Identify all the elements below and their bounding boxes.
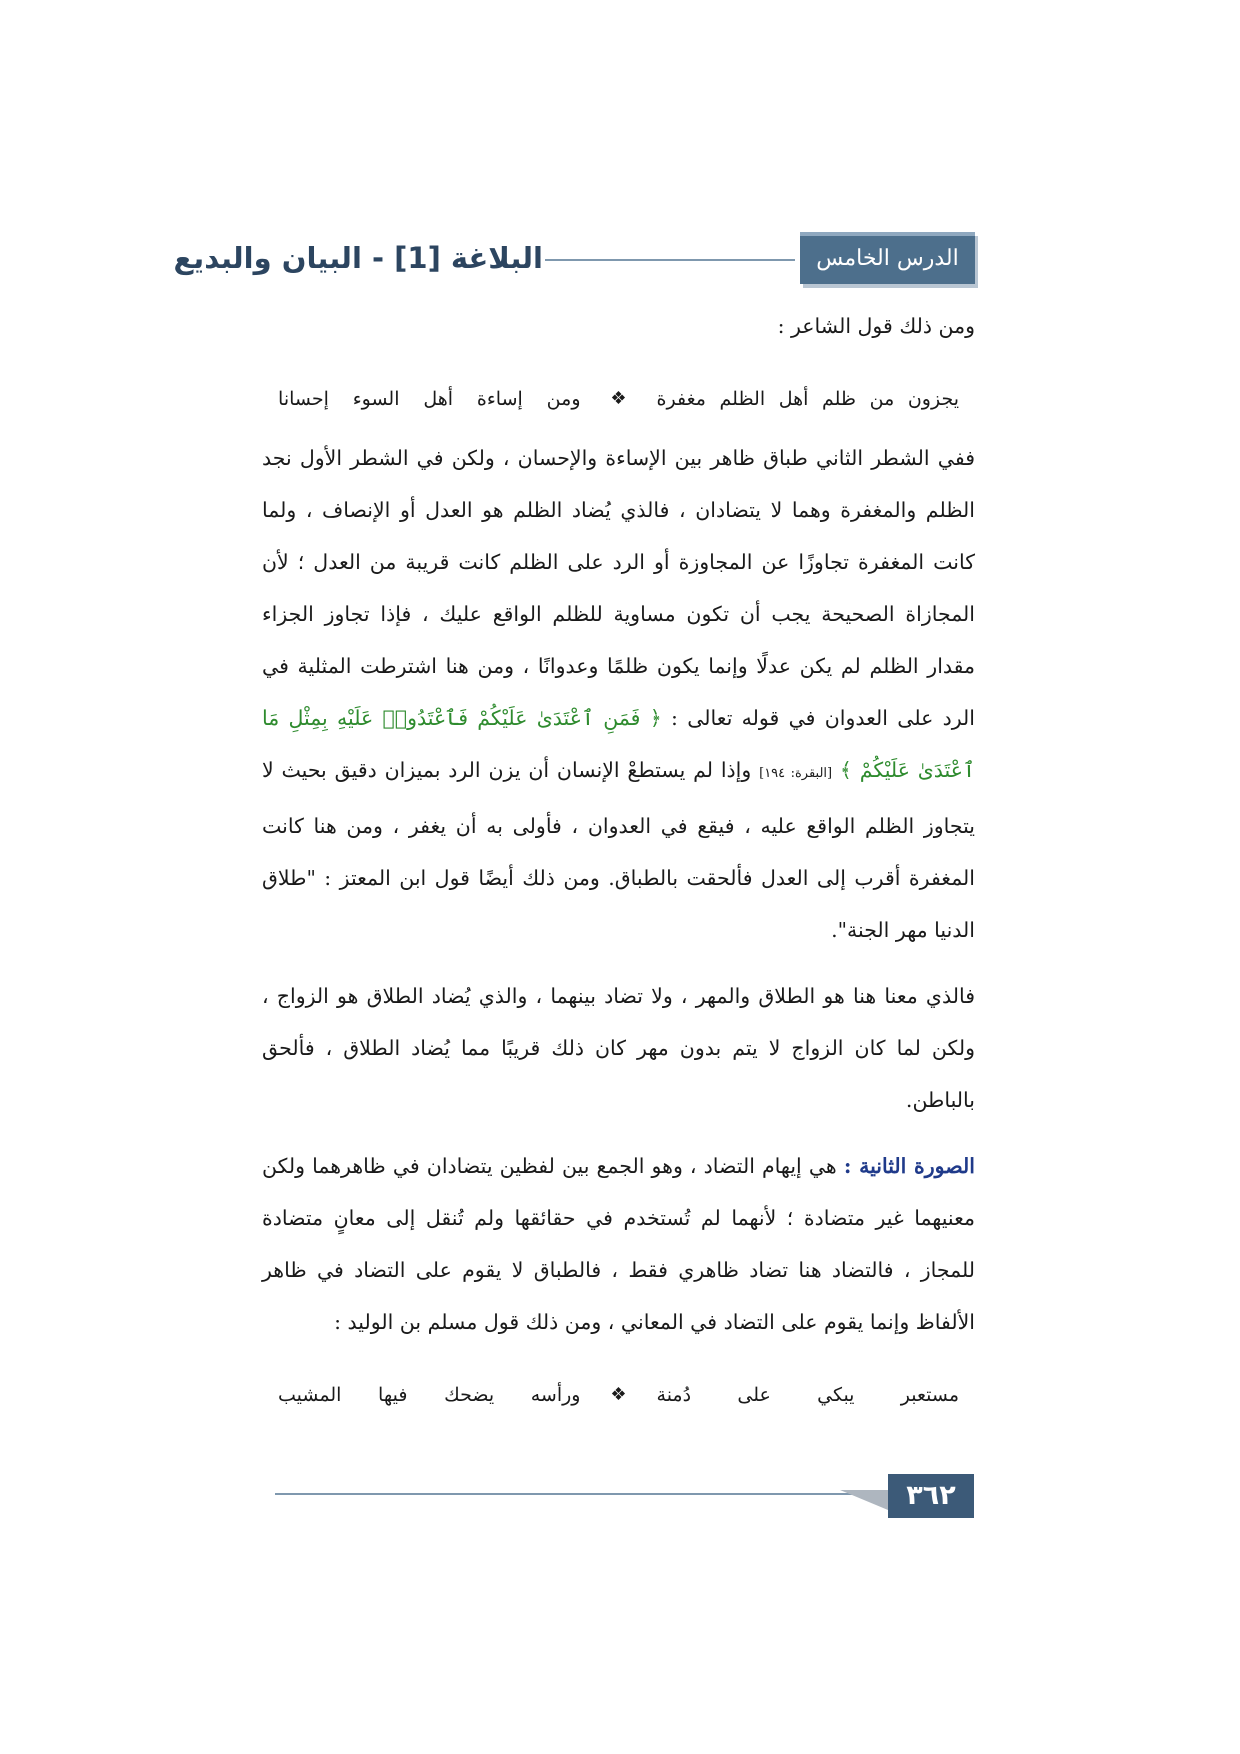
- verse-word: المشيب: [278, 1384, 342, 1406]
- verse-word: إساءة: [476, 388, 523, 410]
- verse-1-first-hemistich: [657, 373, 960, 425]
- paragraph-1-text: ففي الشطر الثاني طباق ظاهر بين الإساءة والإحسان ، ولكن في الشطر الأول نجد الظلم والمغفرة وهما لا يتضادان ، فالذي يُضاد الظلم هو العدل أو الإنصاف ، ولما كانت المغفرة تجاوزًا عن المجاوزة أو الرد على الظلم كانت قريبة من العدل ؛ لأن المجازاة الصحيحة يجب أن تكون مساوية للظلم الواقع عليك ، فإذا تجاوز الجزاء مقدار الظلم لم يكن عدلًا وإنما يكون ظلمًا وعدوانًا ، ومن هنا اشترطت المثلية في الرد على العدوان في قوله تعالى :: [262, 446, 975, 730]
- page-body: [262, 300, 975, 1428]
- quran-verse: ﴿ فَمَنِ ٱعْتَدَىٰ عَلَيْكُمْ فَٱعْتَدُوا۟ عَلَيْهِ بِمِثْلِ مَا ٱعْتَدَىٰ عَلَيْكُمْ ﴾: [262, 706, 975, 782]
- page-header: [173, 232, 975, 317]
- verse-word: أهل: [778, 388, 809, 410]
- verse-word: ظلم: [821, 388, 857, 410]
- verse-word: مستعبر: [900, 1384, 959, 1406]
- verse-word: فيها: [378, 1384, 408, 1406]
- paragraph-2: فالذي معنا هنا هو الطلاق والمهر ، ولا تضاد بينهما ، والذي يُضاد الطلاق هو الزواج ، ولكن لما كان الزواج لا يتم بدون مهر كان ذلك قريبًا مما يُضاد الطلاق ، فألحق بالباطن.: [262, 984, 975, 1112]
- verse-word: مغفرة: [656, 388, 706, 410]
- lesson-label: الدرس الخامس عشر: [800, 232, 975, 284]
- verse-word: أهل: [423, 388, 454, 410]
- intro-line: ومن ذلك قول الشاعر :: [777, 314, 975, 338]
- quran-reference: [البقرة: ١٩٤]: [759, 766, 833, 781]
- section-term: الصورة الثانية :: [843, 1154, 975, 1178]
- verse-word: السوء: [352, 388, 400, 410]
- verse-separator-icon: ❖: [610, 1384, 627, 1405]
- verse-word: دُمنة: [656, 1384, 692, 1406]
- verse-word: يجزون: [907, 388, 959, 410]
- header-divider: [545, 259, 795, 261]
- footer-divider: [275, 1493, 885, 1495]
- verse-separator-icon: ❖: [610, 388, 627, 409]
- verse-word: ورأسه: [530, 1384, 581, 1406]
- page-number: ٣٦٢: [888, 1474, 974, 1518]
- paragraph-3-text: هي إيهام التضاد ، وهو الجمع بين لفظين يتضادان في ظاهرهما ولكن معنيهما غير متضادة ؛ لأنهما لم تُستخدم في حقائقها ولم تُنقل إلى معانٍ متضادة للمجاز ، فالتضاد هنا تضاد ظاهري فقط ، فالطباق لا يقوم على التضاد في ظاهر الألفاظ وإنما يقوم على التضاد في المعاني ، ومن ذلك قول مسلم بن الوليد :: [262, 1154, 975, 1334]
- poetry-verse-1: [262, 366, 975, 432]
- footer-wedge-shape: [840, 1490, 888, 1510]
- paragraph-1: [262, 432, 975, 956]
- verse-2-first-hemistich: [657, 1369, 960, 1421]
- verse-word: يبكي: [817, 1384, 855, 1406]
- book-title: البلاغة [1] - البيان والبديع: [173, 241, 543, 275]
- poetry-verse-2: [262, 1362, 975, 1428]
- verse-word: إحسانا: [278, 388, 329, 410]
- verse-word: ومن: [546, 388, 581, 410]
- verse-word: من: [869, 388, 895, 410]
- paragraph-1-continuation: وإذا لم يستطعْ الإنسان أن يزن الرد بميزان دقيق بحيث لا يتجاوز الظلم الواقع عليه ، فيقع في العدوان ، فأولى به أن يغفر ، ومن هنا كانت المغفرة أقرب إلى العدل فألحقت بالطباق. ومن ذلك أيضًا قول ابن المعتز : "طلاق الدنيا مهر الجنة".: [262, 758, 975, 942]
- verse-word: يضحك: [444, 1384, 495, 1406]
- verse-word: الظلم: [719, 388, 766, 410]
- verse-word: على: [737, 1384, 771, 1406]
- paragraph-3: [262, 1140, 975, 1348]
- verse-2-second-hemistich: [278, 1369, 581, 1421]
- verse-1-second-hemistich: [278, 373, 581, 425]
